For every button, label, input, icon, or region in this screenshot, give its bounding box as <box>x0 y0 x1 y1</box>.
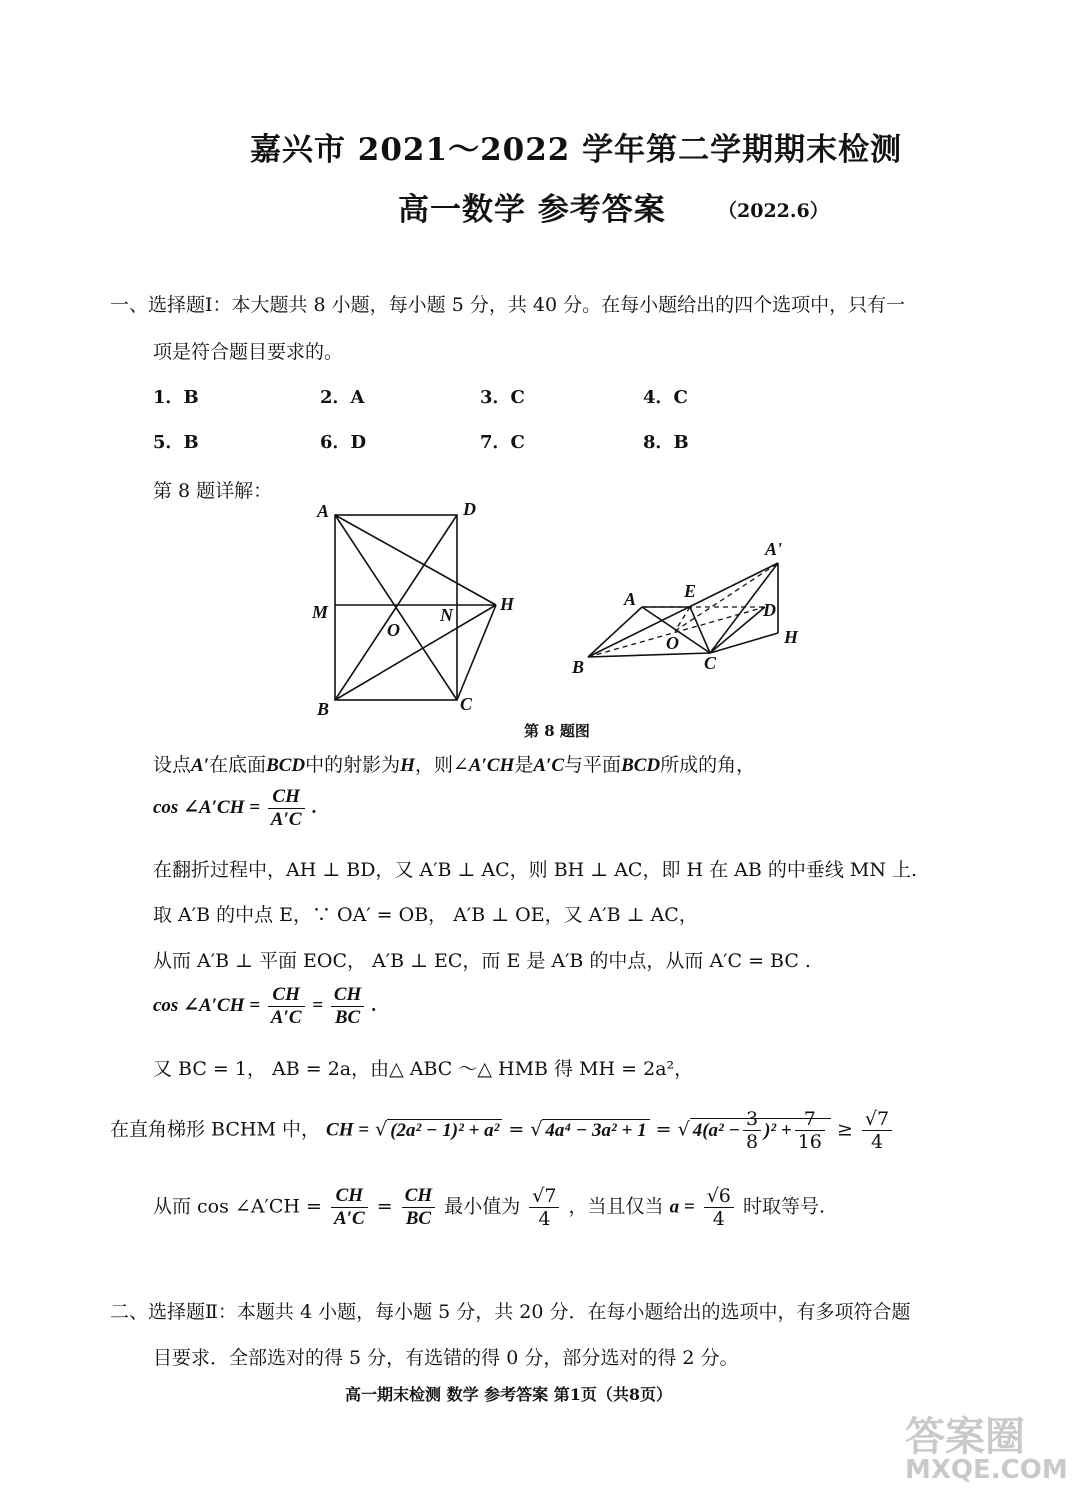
fig1-label-B: B <box>317 699 330 719</box>
solution-line-4: 取 A′B 的中点 E，∵ OA′ = OB， A′B ⊥ OE，又 A′B ⊥ AC， <box>153 904 698 926</box>
fig2-label-O: O <box>666 633 679 653</box>
section2-intro-line2: 目要求．全部选对的得 5 分，有选错的得 0 分，部分选对的得 2 分。 <box>153 1347 739 1369</box>
page-footer: 高一期末检测 数学 参考答案 第1页（共8页） <box>345 1385 672 1404</box>
section2-intro-line1: 二、选择题Ⅱ：本题共 4 小题，每小题 5 分，共 20 分．在每小题给出的选项中，有多项符合题 <box>110 1301 911 1323</box>
fig2-label-A: A <box>624 589 637 609</box>
solution-line-8: 在直角梯形 BCHM 中， CH = √ (2a² − 1)² + a² = √ 4a⁴ − 3a² + 1 = √ 4(a² − $\frac{3}{8}$ )² + $\frac{7}{16}$ ≥ $\frac{√7}{4}$ <box>110 1108 895 1153</box>
answer-3: 3．C <box>480 387 525 408</box>
fig1-label-H: H <box>500 594 515 614</box>
page-title: 嘉兴市 2021～2022 学年第二学期期末检测 <box>250 132 903 168</box>
solution-line-9: 从而 cos ∠A′CH = $\frac{CH}{A'C}$ = $\frac{CH}{BC}$ 最小值为 $\frac{√7}{4}$ ，当且仅当 a = $\frac{√6}{4}$ 时取等号. <box>153 1185 825 1230</box>
figure-caption: 第 8 题图 <box>524 722 590 740</box>
solution-line-3: 在翻折过程中，AH ⊥ BD，又 A′B ⊥ AC，则 BH ⊥ AC，即 H 在 AB 的中垂线 MN 上. <box>153 859 918 881</box>
answer-5: 5．B <box>153 432 199 453</box>
date-label: （2022.6） <box>718 200 829 222</box>
page-subtitle: 高一数学 参考答案 <box>398 192 666 228</box>
figure-rectangle-diagram <box>300 495 530 725</box>
answer-7: 7．C <box>480 432 525 453</box>
solution-line-6: cos ∠A′CH = $\frac{CH}{A'C}$ = $\frac{CH}{BC}$ . <box>153 984 377 1028</box>
fig2-label-H: H <box>784 627 799 647</box>
fig2-label-C: C <box>704 653 717 673</box>
answer-6: 6．D <box>320 432 367 453</box>
fig1-label-A: A <box>317 501 330 521</box>
fig1-label-O: O <box>387 620 400 640</box>
fig2-label-D: D <box>763 600 776 620</box>
watermark-site: MXQE.COM <box>905 1455 1068 1485</box>
fig1-label-N: N <box>440 605 453 625</box>
answer-8: 8．B <box>643 432 689 453</box>
fig2-label-A1: A' <box>765 539 783 559</box>
figure-fold-diagram <box>560 535 820 685</box>
solution-line-5: 从而 A′B ⊥ 平面 EOC， A′B ⊥ EC，而 E 是 A′B 的中点，从而 A′C = BC . <box>153 950 811 972</box>
section1-intro-line2: 项是符合题目要求的。 <box>153 341 344 363</box>
solution-line-2: cos ∠A′CH = $\frac{CH}{A'C}$ . <box>153 786 317 830</box>
watermark-logo: 答案圈 <box>905 1414 1025 1460</box>
fig2-label-E: E <box>684 581 697 601</box>
solution-line-7: 又 BC = 1， AB = 2a，由△ ABC ～△ HMB 得 MH = 2a²， <box>153 1058 694 1080</box>
fig1-label-D: D <box>463 499 476 519</box>
answer-1: 1．B <box>153 387 199 408</box>
fig1-label-M: M <box>312 602 329 622</box>
answer-2: 2．A <box>320 387 365 408</box>
detail-label: 第 8 题详解： <box>153 480 273 502</box>
answer-4: 4．C <box>643 387 688 408</box>
fig2-label-B: B <box>572 657 585 677</box>
fig1-label-C: C <box>460 694 473 714</box>
solution-line-1: 设点A′在底面BCD中的射影为H，则∠A′CH是A′C与平面BCD所成的角， <box>153 754 756 776</box>
section1-intro-line1: 一、选择题Ⅰ：本大题共 8 小题，每小题 5 分，共 40 分。在每小题给出的四个选项中，只有一 <box>110 294 906 316</box>
